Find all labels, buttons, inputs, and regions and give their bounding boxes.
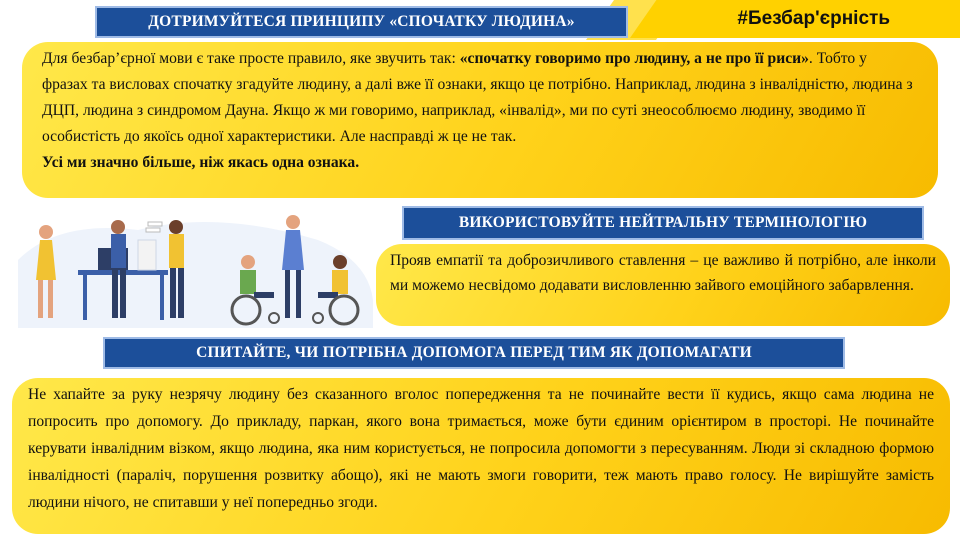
section-heading-ask-before-helping: СПИТАЙТЕ, ЧИ ПОТРІБНА ДОПОМОГА ПЕРЕД ТИМ ЯК ДОПОМАГАТИ [103, 337, 845, 369]
section-heading-person-first: ДОТРИМУЙТЕСЯ ПРИНЦИПУ «СПОЧАТКУ ЛЮДИНА» [95, 6, 628, 38]
section-text-ask-before-helping: Не хапайте за руку незрячу людину без сказанного вголос попередження та не починайте вести її кудись, якщо сама людина не попросить про допомогу. До прикладу, паркан, якого вона тримається, може бути єдиним орієнтиром в просторі. Не починайте керувати інвалідним візком, якщо людина, яка ним користується, не попросила допомогти з пересуванням. Люди зі складною формою інвалідності (параліч, порушення розвитку абощо), які не мають змоги говорити, теж мають право голосу. Не вирішуйте замість людини нічого, не спитавши у неї попередньо згоди. [12, 378, 950, 534]
explanation-text: . Тобто у фразах та висловах спочатку згадуйте людину, а далі вже її ознаки, якщо це потрібно. Наприклад, людина з інвалідністю, людина з ДЦП, людина з синдромом Дауна. Якщо ж ми говоримо, наприклад, «інвалід», ми по суті знеособлюємо людину, зводимо її особистість до якоїсь одної характеристики. Але насправді ж це не так. [42, 50, 913, 145]
hashtag-label: #Безбар'єрність [737, 8, 890, 29]
conclusion-text: Усі ми значно більше, ніж якась одна ознака. [42, 154, 360, 171]
section-text-person-first [22, 42, 938, 198]
section-text-neutral-terminology: Прояв емпатії та доброзичливого ставлення – це важливо й потрібно, але інколи ми можемо несвідомо додавати висловленню зайвого емоційного забарвлення. [376, 244, 950, 326]
rule-quote: «спочатку говоримо про людину, а не про її риси» [459, 50, 809, 67]
section-heading-neutral-terminology: ВИКОРИСТОВУЙТЕ НЕЙТРАЛЬНУ ТЕРМІНОЛОГІЮ [402, 206, 924, 240]
intro-text: Для безбар’єрної мови є таке просте правило, яке звучить так: [42, 50, 460, 67]
office-people-illustration [18, 200, 373, 328]
